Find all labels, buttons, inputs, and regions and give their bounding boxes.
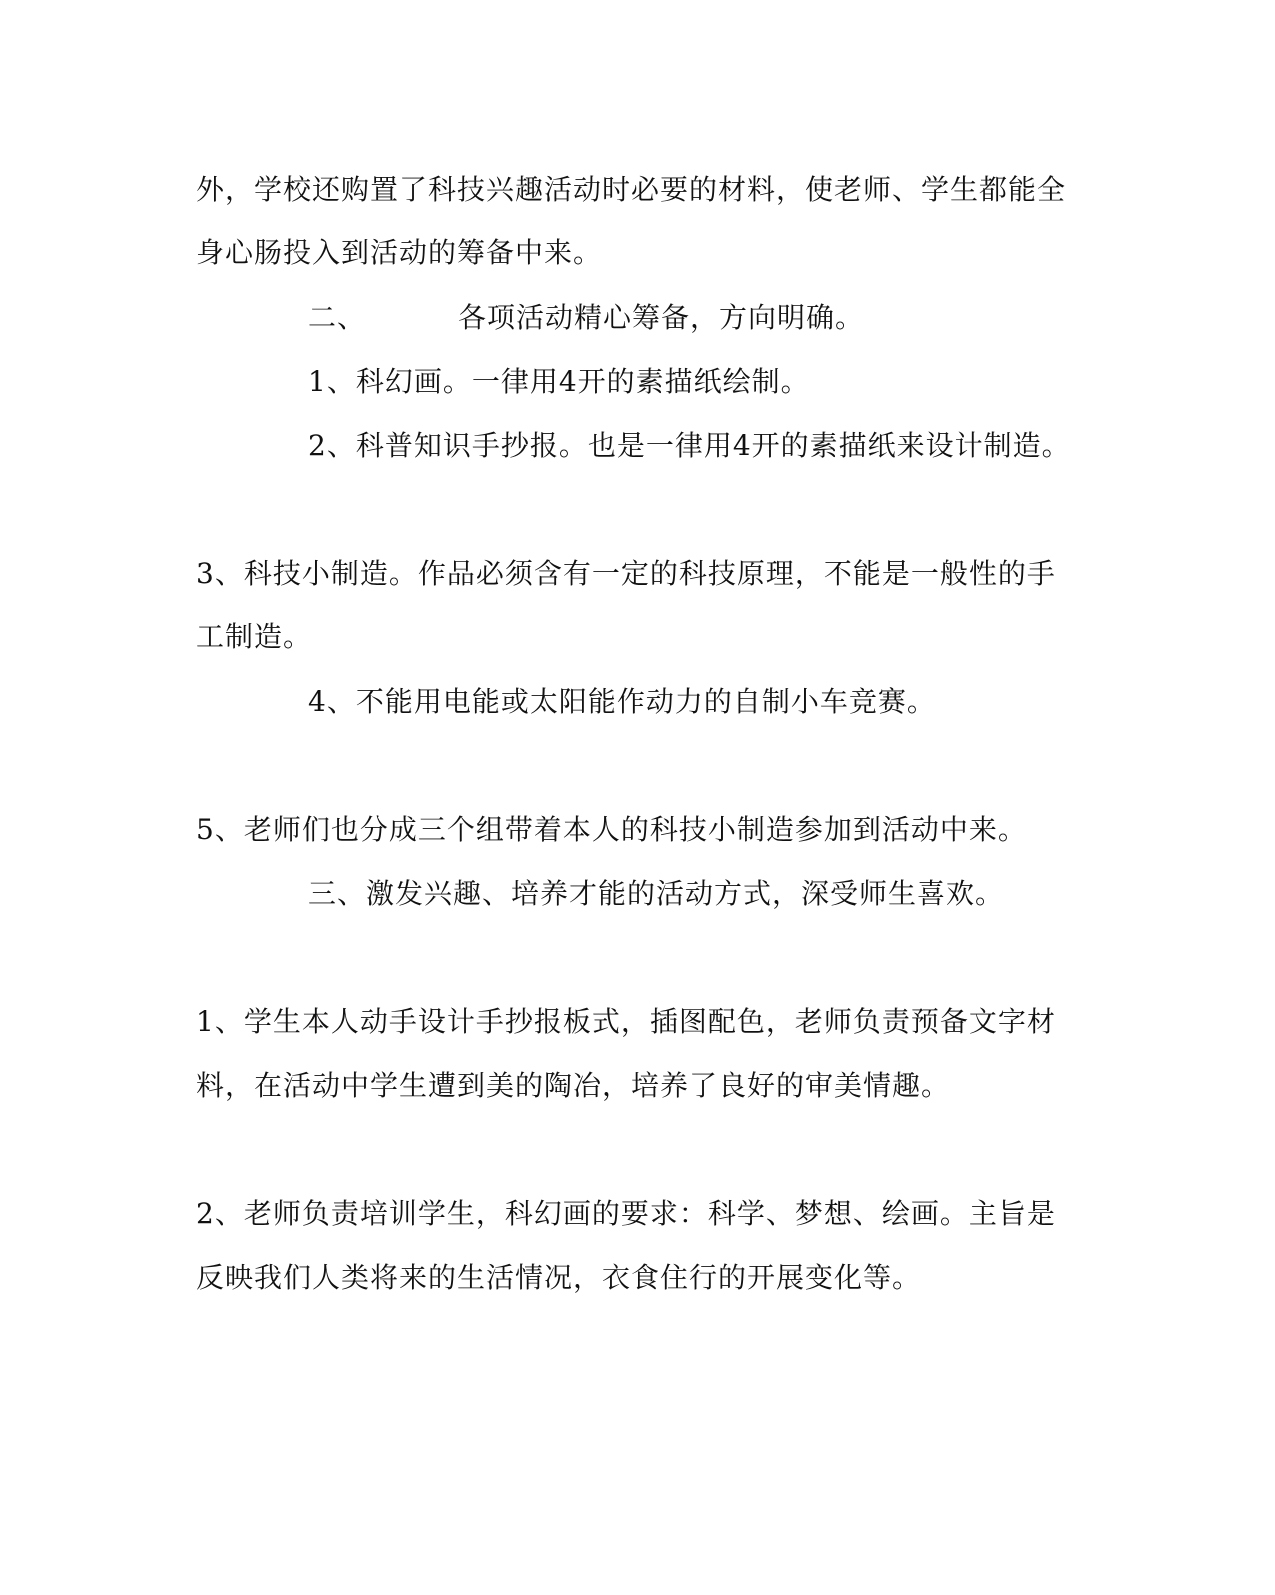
section-title: 各项活动精心筹备，方向明确。: [458, 301, 865, 334]
list-item: 3、科技小制造。作品必须含有一定的科技原理，不能是一般性的手: [196, 557, 1056, 590]
section-two-heading: [308, 298, 864, 338]
list-item: 5、老师们也分成三个组带着本人的科技小制造参加到活动中来。: [196, 813, 1027, 846]
list-item: 2、科普知识手抄报。也是一律用4开的素描纸来设计制造。: [308, 429, 1071, 462]
list-item: 1、学生本人动手设计手抄报板式，插图配色，老师负责预备文字材: [196, 1005, 1056, 1038]
list-item: 4、不能用电能或太阳能作动力的自制小车竞赛。: [308, 685, 936, 718]
paragraph-line: 工制造。: [196, 620, 313, 653]
paragraph-line: 料，在活动中学生遭到美的陶冶，培养了良好的审美情趣。: [196, 1069, 951, 1102]
list-item: 1、科幻画。一律用4开的素描纸绘制。: [308, 365, 810, 398]
list-item: 2、老师负责培训学生，科幻画的要求：科学、梦想、绘画。主旨是: [196, 1197, 1056, 1230]
paragraph-line: 反映我们人类将来的生活情况，衣食住行的开展变化等。: [196, 1261, 922, 1294]
section-number: 二、: [308, 301, 367, 334]
section-three-heading: 三、激发兴趣、培养才能的活动方式，深受师生喜欢。: [308, 877, 1005, 910]
paragraph-line: 身心肠投入到活动的筹备中来。: [196, 236, 603, 269]
paragraph-line: 外，学校还购置了科技兴趣活动时必要的材料，使老师、学生都能全: [196, 173, 1067, 206]
